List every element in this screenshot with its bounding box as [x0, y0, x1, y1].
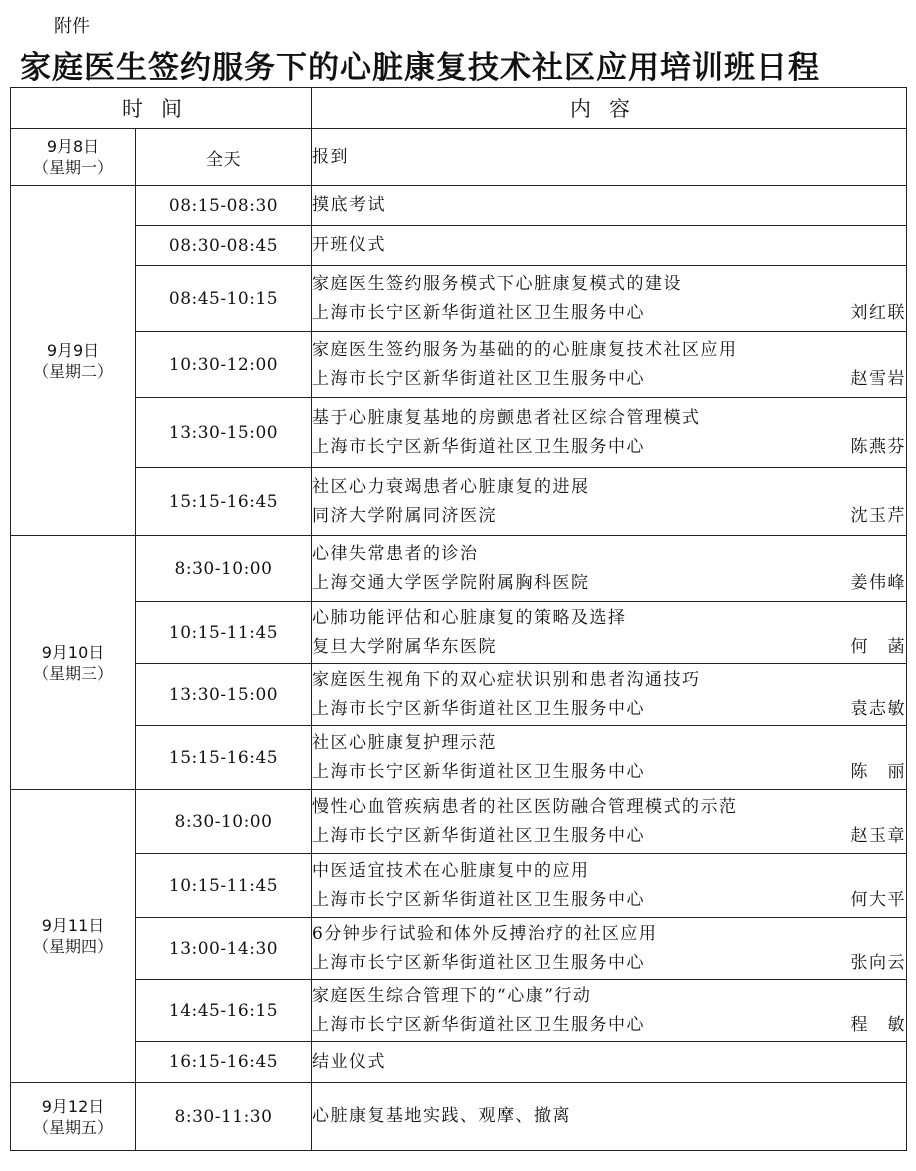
session-speaker: 张向云 — [850, 952, 906, 973]
day-weekday: （星期五） — [32, 1117, 113, 1137]
session-topic: 结业仪式 — [312, 1051, 386, 1072]
session-details — [312, 433, 906, 462]
session-content — [312, 332, 907, 398]
schedule-row — [11, 536, 907, 602]
session-speaker: 程 敏 — [850, 1014, 906, 1035]
session-content — [312, 790, 907, 854]
schedule-row — [11, 129, 907, 186]
day-date: 9月9日 — [46, 340, 100, 360]
page-title: 家庭医生签约服务下的心脏康复技术社区应用培训班日程 — [20, 50, 820, 86]
session-speaker: 袁志敏 — [850, 698, 906, 719]
day-date: 9月12日 — [41, 1096, 105, 1116]
session-speaker: 沈玉芹 — [850, 505, 906, 526]
session-speaker: 刘红联 — [850, 302, 906, 323]
day-weekday: （星期三） — [32, 663, 113, 683]
day-cell — [11, 186, 136, 536]
session-organization: 上海市长宁区新华街道社区卫生服务中心 — [312, 761, 645, 782]
session-speaker: 姜伟峰 — [850, 572, 906, 593]
session-speaker: 赵玉章 — [850, 825, 906, 846]
session-topic: 报到 — [312, 146, 349, 167]
session-details — [312, 633, 906, 662]
session-organization: 上海市长宁区新华街道社区卫生服务中心 — [312, 436, 645, 457]
session-organization: 上海市长宁区新华街道社区卫生服务中心 — [312, 952, 645, 973]
day-cell — [11, 790, 136, 1083]
session-topic: 慢性心血管疾病患者的社区医防融合管理模式的示范 — [312, 796, 738, 817]
schedule-row — [11, 398, 907, 468]
session-content — [312, 980, 907, 1042]
session-topic: 家庭医生视角下的双心症状识别和患者沟通技巧 — [312, 669, 701, 690]
schedule-row — [11, 468, 907, 536]
day-date: 9月8日 — [46, 137, 100, 156]
session-content — [312, 266, 907, 332]
session-topic: 社区心力衰竭患者心脏康复的进展 — [312, 476, 590, 497]
session-time: 13:00-14:30 — [136, 918, 312, 980]
day-weekday: （星期四） — [32, 937, 113, 956]
session-organization: 上海市长宁区新华街道社区卫生服务中心 — [312, 889, 645, 910]
schedule-row — [11, 226, 907, 266]
schedule-row — [11, 1042, 907, 1083]
schedule-row — [11, 602, 907, 664]
session-content — [312, 854, 907, 918]
session-topic: 社区心脏康复护理示范 — [312, 732, 497, 753]
session-time: 10:30-12:00 — [136, 332, 312, 398]
day-cell — [11, 1083, 136, 1151]
session-time: 15:15-16:45 — [136, 468, 312, 536]
session-time: 15:15-16:45 — [136, 726, 312, 790]
attachment-label: 附件 — [54, 16, 90, 37]
session-details — [312, 949, 906, 978]
session-time: 10:15-11:45 — [136, 602, 312, 664]
session-topic: 心律失常患者的诊治 — [312, 543, 479, 564]
session-time: 14:45-16:15 — [136, 980, 312, 1042]
schedule-row — [11, 1083, 907, 1151]
session-organization: 上海交通大学医学院附属胸科医院 — [312, 572, 590, 593]
session-details — [312, 758, 906, 787]
schedule-row — [11, 854, 907, 918]
schedule-body — [11, 129, 907, 1151]
day-weekday: （星期一） — [32, 158, 113, 177]
session-time: 10:15-11:45 — [136, 854, 312, 918]
header-time: 时间 — [11, 88, 312, 129]
session-topic: 心肺功能评估和心脏康复的策略及选择 — [312, 607, 627, 628]
session-details — [312, 822, 906, 851]
session-time: 08:30-08:45 — [136, 226, 312, 266]
session-content — [312, 129, 907, 186]
schedule-row — [11, 332, 907, 398]
session-time: 全天 — [136, 129, 312, 186]
session-content — [312, 226, 907, 266]
session-content — [312, 536, 907, 602]
session-content — [312, 398, 907, 468]
session-speaker: 何 菡 — [850, 636, 906, 657]
schedule-row — [11, 186, 907, 226]
day-date: 9月11日 — [41, 916, 105, 935]
session-content — [312, 1083, 907, 1151]
day-cell — [11, 129, 136, 186]
session-topic: 6分钟步行试验和体外反搏治疗的社区应用 — [312, 923, 658, 944]
session-organization: 上海市长宁区新华街道社区卫生服务中心 — [312, 698, 645, 719]
session-topic: 家庭医生签约服务模式下心脏康复模式的建设 — [312, 273, 682, 294]
session-details — [312, 502, 906, 531]
session-organization: 上海市长宁区新华街道社区卫生服务中心 — [312, 368, 645, 389]
header-row — [11, 88, 907, 129]
session-organization: 上海市长宁区新华街道社区卫生服务中心 — [312, 302, 645, 323]
schedule-row — [11, 918, 907, 980]
session-speaker: 陈燕芬 — [850, 436, 906, 457]
session-content — [312, 726, 907, 790]
schedule-row — [11, 664, 907, 726]
session-speaker: 赵雪岩 — [850, 368, 906, 389]
schedule-table — [10, 87, 907, 1151]
session-speaker: 陈 丽 — [850, 761, 906, 782]
session-topic: 心脏康复基地实践、观摩、撤离 — [312, 1106, 571, 1126]
session-topic: 家庭医生签约服务为基础的的心脏康复技术社区应用 — [312, 339, 738, 360]
session-organization: 复旦大学附属华东医院 — [312, 636, 497, 657]
session-content — [312, 602, 907, 664]
day-date: 9月10日 — [41, 642, 105, 662]
session-time: 8:30-11:30 — [136, 1083, 312, 1151]
session-content — [312, 664, 907, 726]
session-content — [312, 468, 907, 536]
session-time: 13:30-15:00 — [136, 664, 312, 726]
day-cell — [11, 536, 136, 790]
session-time: 8:30-10:00 — [136, 790, 312, 854]
session-content — [312, 1042, 907, 1083]
session-topic: 开班仪式 — [312, 235, 386, 255]
session-details — [312, 365, 906, 394]
schedule-row — [11, 266, 907, 332]
schedule-row — [11, 790, 907, 854]
session-time: 8:30-10:00 — [136, 536, 312, 602]
session-time: 16:15-16:45 — [136, 1042, 312, 1083]
session-content — [312, 186, 907, 226]
session-time: 13:30-15:00 — [136, 398, 312, 468]
schedule-row — [11, 726, 907, 790]
session-details — [312, 886, 906, 915]
session-time: 08:15-08:30 — [136, 186, 312, 226]
session-time: 08:45-10:15 — [136, 266, 312, 332]
session-organization: 上海市长宁区新华街道社区卫生服务中心 — [312, 1014, 645, 1035]
session-topic: 中医适宜技术在心脏康复中的应用 — [312, 860, 590, 881]
header-content: 内容 — [312, 88, 907, 129]
session-details — [312, 569, 906, 598]
session-speaker: 何大平 — [850, 889, 906, 910]
day-weekday: （星期二） — [32, 361, 113, 381]
session-topic: 摸底考试 — [312, 195, 386, 215]
session-details — [312, 299, 906, 328]
session-details — [312, 695, 906, 724]
session-content — [312, 918, 907, 980]
session-organization: 上海市长宁区新华街道社区卫生服务中心 — [312, 825, 645, 846]
session-details — [312, 1011, 906, 1040]
session-organization: 同济大学附属同济医浣 — [312, 505, 497, 526]
session-topic: 基于心脏康复基地的房颤患者社区综合管理模式 — [312, 407, 701, 428]
session-topic: 家庭医生综合管理下的“心康”行动 — [312, 985, 592, 1006]
schedule-row — [11, 980, 907, 1042]
